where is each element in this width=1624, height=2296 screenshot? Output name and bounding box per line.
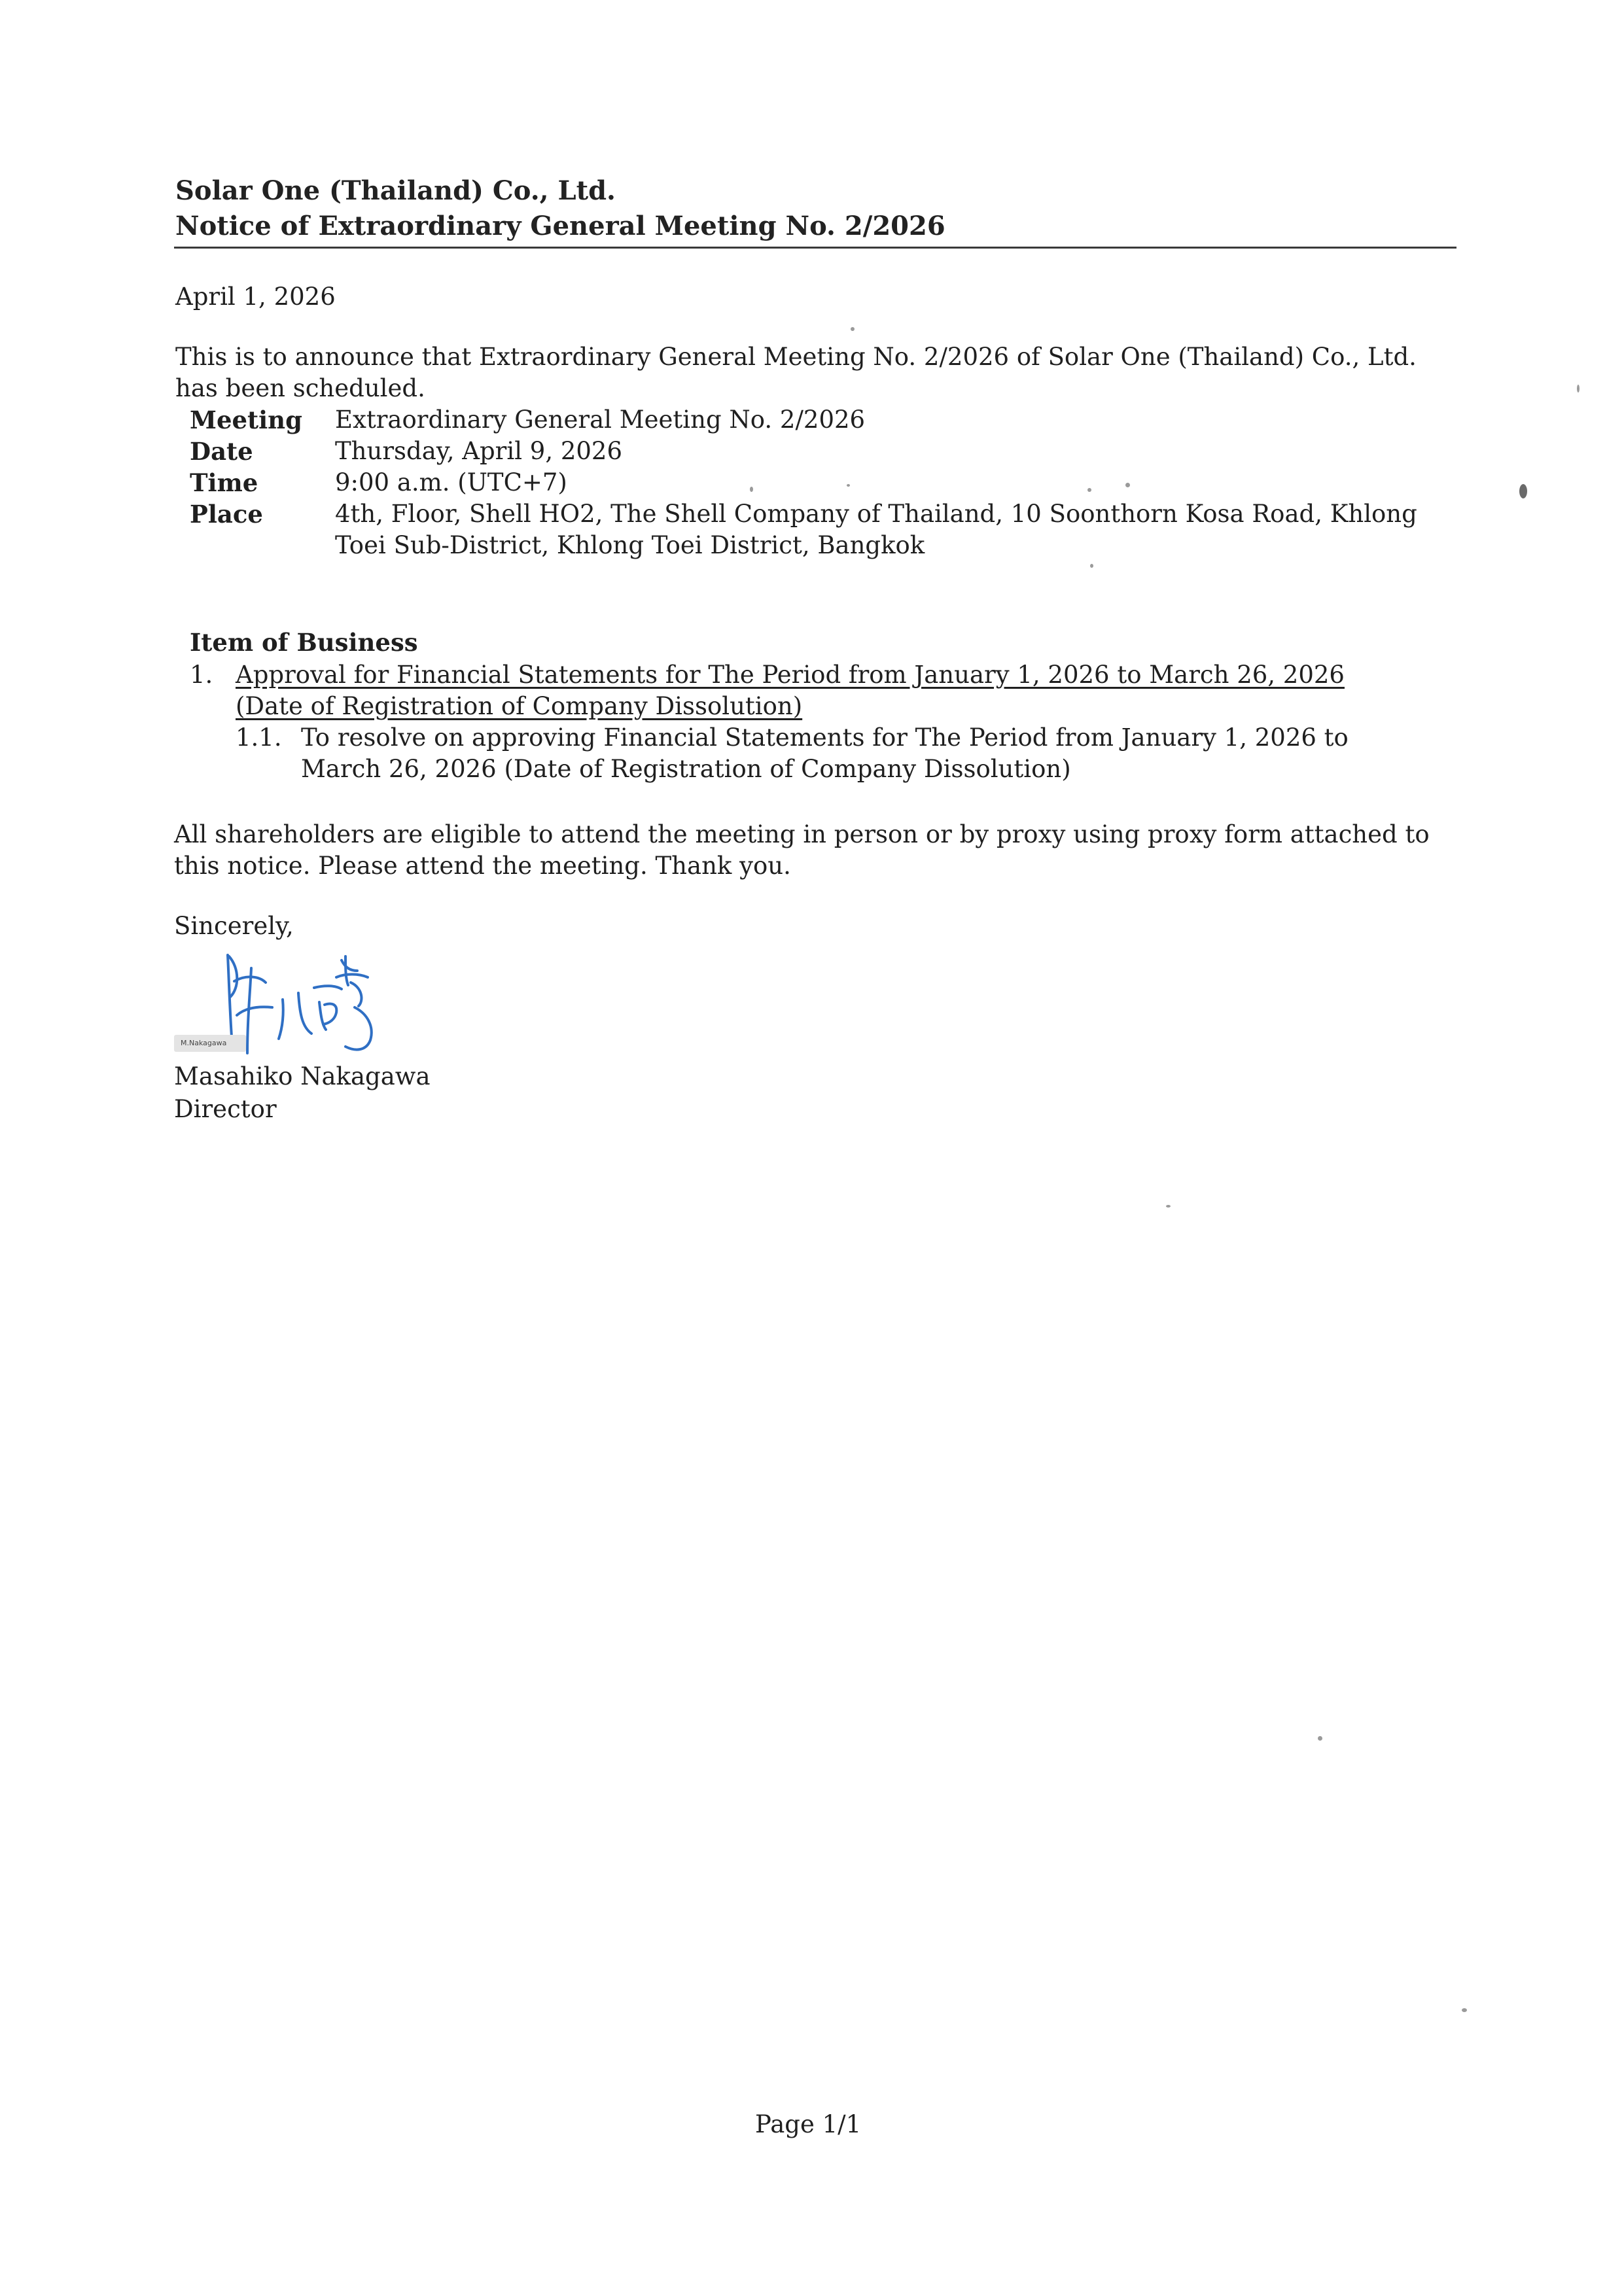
signer-title: Director [174, 1095, 277, 1123]
scan-speck [1519, 484, 1527, 498]
time-value: 9:00 a.m. (UTC+7) [335, 468, 567, 496]
scan-speck [851, 327, 855, 331]
scan-speck [1577, 385, 1580, 392]
scan-speck [1125, 483, 1130, 487]
subitem-text: To resolve on approving Financial Statements for The Period from January 1, 2026 to March 26, 2026 (Date of Registration of Company Dissolution) [301, 723, 1349, 783]
item-number: 1. [190, 661, 213, 689]
intro-paragraph: This is to announce that Extraordinary General Meeting No. 2/2026 of Solar One (Thailand) Co., Ltd. has been scheduled. [175, 343, 1417, 402]
date-value: Thursday, April 9, 2026 [335, 437, 623, 465]
place-label: Place [190, 500, 263, 529]
date-label: Date [190, 437, 253, 466]
scan-speck [1090, 564, 1093, 568]
notice-date: April 1, 2026 [175, 283, 336, 311]
scan-speck [750, 487, 753, 492]
page-number: Page 1/1 [755, 2110, 862, 2138]
meeting-value: Extraordinary General Meeting No. 2/2026 [335, 406, 866, 434]
scan-speck [847, 484, 850, 487]
signature-name-tag [174, 1035, 246, 1052]
sign-off: Sincerely, [174, 912, 294, 940]
header-divider [174, 247, 1456, 249]
scan-speck [1318, 1736, 1322, 1741]
meeting-label: Meeting [190, 406, 302, 434]
item-text: Approval for Financial Statements for The Period from January 1, 2026 to March 26, 2026 (Date of Registration of Company Dissolution) [236, 661, 1345, 720]
scan-speck [1166, 1205, 1171, 1208]
time-label: Time [190, 468, 258, 497]
scan-speck [1087, 488, 1091, 492]
signer-name: Masahiko Nakagawa [174, 1062, 431, 1090]
closing-paragraph: All shareholders are eligible to attend the meeting in person or by proxy using proxy form attached to this notice. Please attend the meeting. Thank you. [174, 820, 1430, 880]
signature-tag-text: M.Nakagawa [181, 1039, 227, 1047]
notice-title: Notice of Extraordinary General Meeting No. 2/2026 [175, 211, 945, 241]
scan-speck [1462, 2008, 1467, 2012]
company-name: Solar One (Thailand) Co., Ltd. [175, 175, 616, 206]
signature [174, 942, 397, 1060]
place-value: 4th, Floor, Shell HO2, The Shell Company of Thailand, 10 Soonthorn Kosa Road, Khlong Toei Sub-District, Khlong Toei District, Bangkok [335, 500, 1417, 559]
subitem-number: 1.1. [236, 723, 282, 752]
item-of-business-title: Item of Business [190, 628, 418, 657]
